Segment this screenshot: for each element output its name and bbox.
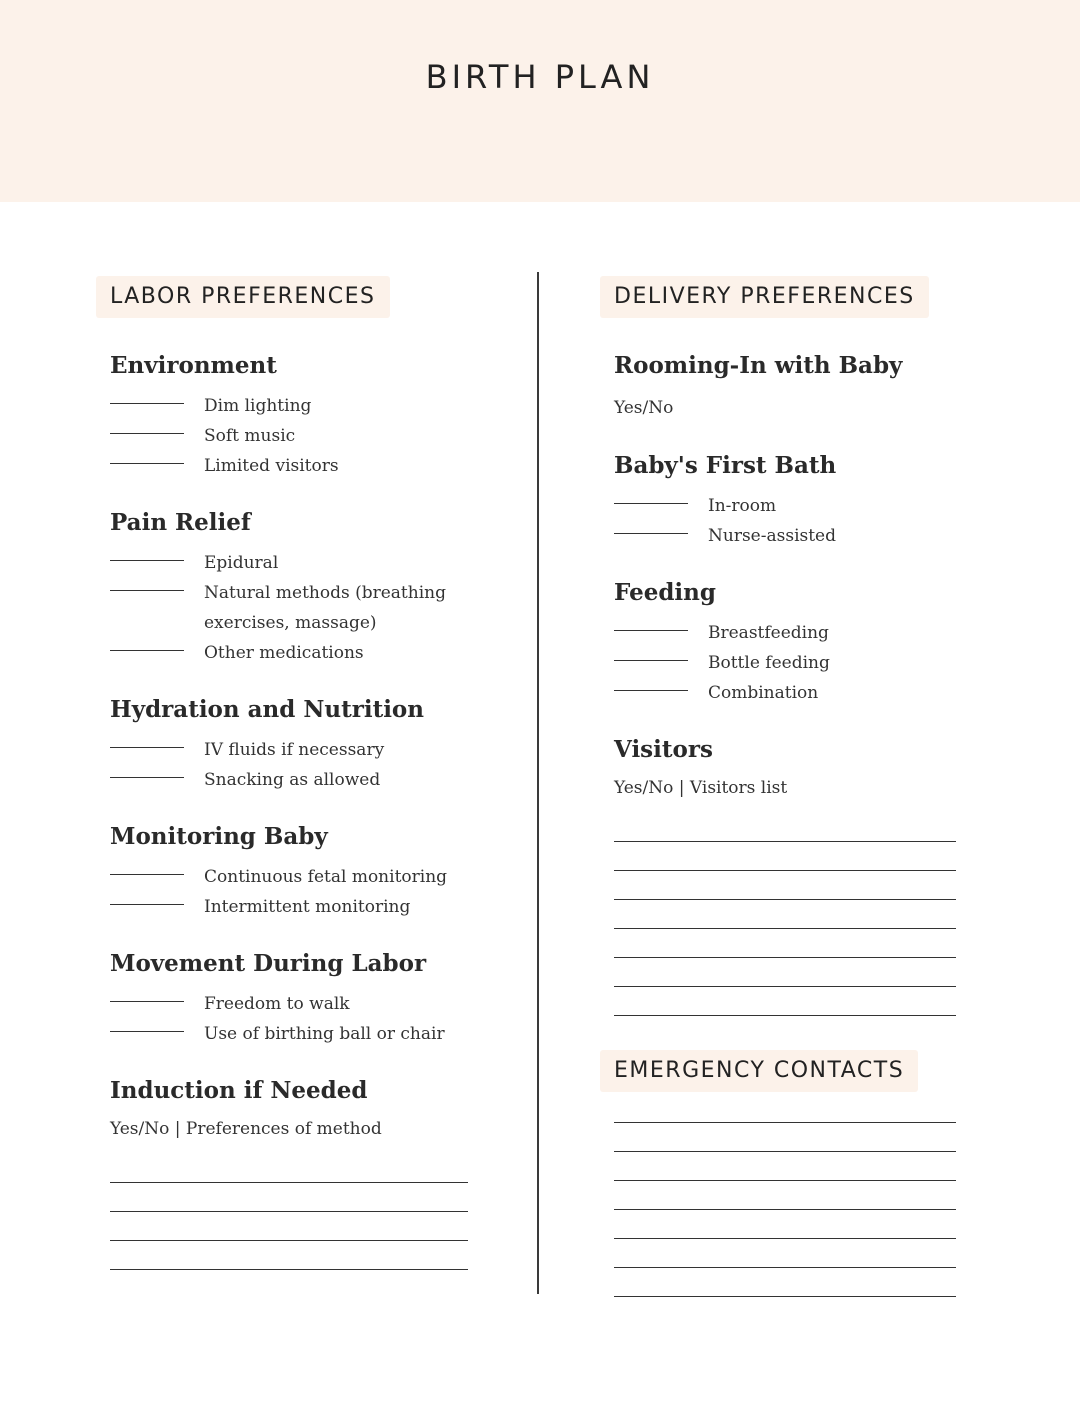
option-row	[614, 678, 974, 708]
labor-column	[110, 276, 490, 1270]
hydration-heading: Hydration and Nutrition	[110, 696, 424, 723]
checkbox-blank[interactable]	[110, 548, 184, 561]
delivery-column	[614, 276, 974, 1297]
movement-heading: Movement During Labor	[110, 950, 427, 977]
write-line[interactable]	[614, 871, 956, 900]
option-label: Soft music	[204, 426, 296, 446]
option-label: Breastfeeding	[708, 623, 829, 643]
write-line[interactable]	[614, 1152, 956, 1181]
checkbox-blank[interactable]	[614, 678, 688, 691]
option-label: Other medications	[204, 643, 364, 663]
write-line[interactable]	[614, 987, 956, 1016]
write-line[interactable]	[614, 929, 956, 958]
write-line[interactable]	[614, 1181, 956, 1210]
option-label: IV fluids if necessary	[204, 740, 385, 760]
option-row	[614, 618, 974, 648]
checkbox-blank[interactable]	[110, 1019, 184, 1032]
visitors-heading: Visitors	[614, 736, 713, 763]
option-row	[110, 862, 490, 892]
checkbox-blank[interactable]	[110, 391, 184, 404]
option-label: Combination	[708, 683, 819, 703]
page-title: BIRTH PLAN	[425, 58, 655, 96]
header-band	[0, 0, 1080, 202]
checkbox-blank[interactable]	[110, 578, 184, 591]
option-label: Limited visitors	[204, 456, 339, 476]
checkbox-blank[interactable]	[110, 862, 184, 875]
write-line[interactable]	[110, 1241, 468, 1270]
option-label: In-room	[708, 496, 777, 516]
write-line[interactable]	[614, 1268, 956, 1297]
option-row	[110, 451, 490, 481]
checkbox-blank[interactable]	[110, 638, 184, 651]
rooming-group	[614, 351, 974, 423]
column-divider	[537, 272, 539, 1294]
option-row	[110, 638, 490, 668]
delivery-preferences-label: DELIVERY PREFERENCES	[600, 276, 929, 318]
feeding-heading: Feeding	[614, 579, 716, 606]
emergency-contacts-label: EMERGENCY CONTACTS	[600, 1050, 918, 1092]
feeding-group	[614, 578, 974, 708]
rooming-heading: Rooming-In with Baby	[614, 352, 903, 379]
write-line[interactable]	[614, 1123, 956, 1152]
environment-group	[110, 351, 490, 481]
write-line[interactable]	[614, 842, 956, 871]
option-row	[110, 892, 490, 922]
checkbox-blank[interactable]	[110, 735, 184, 748]
option-row	[614, 491, 974, 521]
write-line[interactable]	[614, 1239, 956, 1268]
checkbox-blank[interactable]	[614, 648, 688, 661]
checkbox-blank[interactable]	[110, 892, 184, 905]
option-row	[110, 989, 490, 1019]
checkbox-blank[interactable]	[110, 989, 184, 1002]
visitors-group	[614, 735, 974, 1016]
write-line[interactable]	[110, 1212, 468, 1241]
hydration-group	[110, 695, 490, 795]
write-line[interactable]	[614, 1210, 956, 1239]
option-row	[110, 391, 490, 421]
option-label: Bottle feeding	[708, 653, 830, 673]
option-label: Nurse-assisted	[708, 526, 836, 546]
induction-group	[110, 1076, 490, 1270]
write-line[interactable]	[110, 1183, 468, 1212]
write-line[interactable]	[614, 1094, 956, 1123]
checkbox-blank[interactable]	[614, 618, 688, 631]
checkbox-blank[interactable]	[110, 765, 184, 778]
option-label: Epidural	[204, 553, 279, 573]
option-label: Natural methods (breathing exercises, massage)	[204, 583, 446, 633]
environment-heading: Environment	[110, 352, 277, 379]
rooming-text: Yes/No	[614, 398, 674, 418]
option-label: Continuous fetal monitoring	[204, 867, 448, 887]
pain-relief-heading: Pain Relief	[110, 509, 251, 536]
option-row	[110, 765, 490, 795]
option-label: Use of birthing ball or chair	[204, 1024, 445, 1044]
pain-relief-group	[110, 508, 490, 668]
option-row	[110, 421, 490, 451]
write-line[interactable]	[614, 900, 956, 929]
write-line[interactable]	[110, 1154, 468, 1183]
write-line[interactable]	[614, 958, 956, 987]
option-row	[110, 548, 490, 578]
emergency-group	[614, 1050, 974, 1297]
checkbox-blank[interactable]	[110, 451, 184, 464]
option-row	[614, 648, 974, 678]
option-label: Snacking as allowed	[204, 770, 381, 790]
visitors-text: Yes/No | Visitors list	[614, 778, 788, 798]
bath-group	[614, 451, 974, 551]
option-label: Intermittent monitoring	[204, 897, 411, 917]
induction-heading: Induction if Needed	[110, 1077, 368, 1104]
option-row	[110, 1019, 490, 1049]
monitoring-heading: Monitoring Baby	[110, 823, 328, 850]
movement-group	[110, 949, 490, 1049]
write-line[interactable]	[614, 813, 956, 842]
checkbox-blank[interactable]	[614, 521, 688, 534]
checkbox-blank[interactable]	[110, 421, 184, 434]
monitoring-group	[110, 822, 490, 922]
option-row	[110, 578, 490, 638]
option-row	[614, 521, 974, 551]
option-label: Dim lighting	[204, 396, 312, 416]
checkbox-blank[interactable]	[614, 491, 688, 504]
option-label: Freedom to walk	[204, 994, 350, 1014]
option-row	[110, 735, 490, 765]
induction-text: Yes/No | Preferences of method	[110, 1119, 382, 1139]
labor-preferences-label: LABOR PREFERENCES	[96, 276, 390, 318]
bath-heading: Baby's First Bath	[614, 452, 837, 479]
